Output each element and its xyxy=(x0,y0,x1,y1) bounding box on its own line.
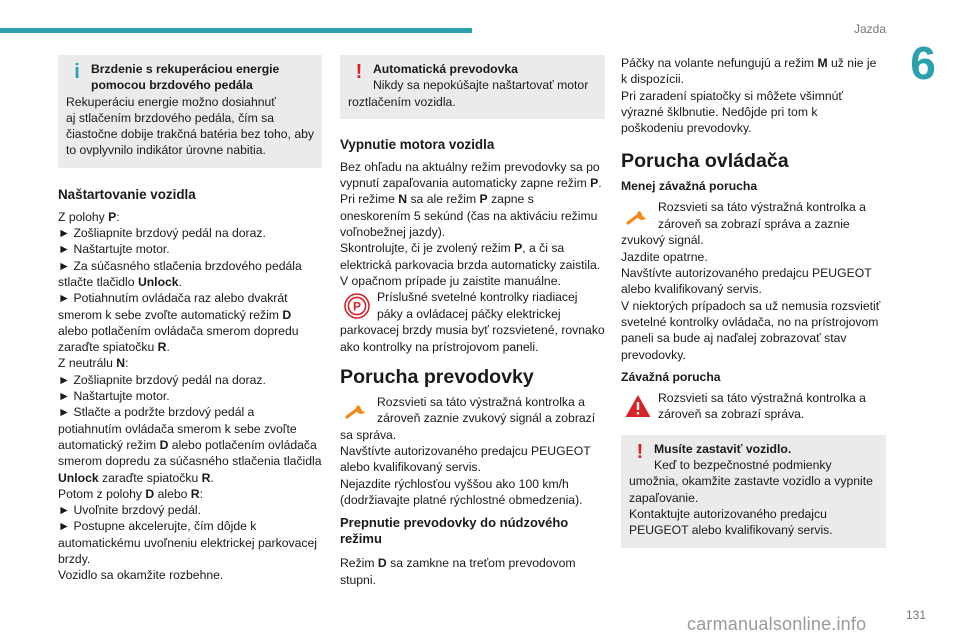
major-fault-row: Rozsvieti sa táto výstražná kontrolka a zároveň sa zobrazí správa. xyxy=(621,390,886,423)
text-line: Skontrolujte, či je zvolený režim P, a či sa xyxy=(340,241,565,256)
gearbox-warning-row: Rozsvieti sa táto výstražná kontrolka a zároveň zaznie zvukový signál a zobrazí xyxy=(340,394,605,427)
warning-box-title: Musíte zastaviť vozidlo. xyxy=(654,441,792,456)
page-number: 131 xyxy=(905,608,926,622)
text-line: ► Zošliapnite brzdový pedál na doraz. xyxy=(58,372,266,387)
text-line: stupni. xyxy=(340,572,376,587)
text-line: ► Potiahnutím ovládača raz alebo dvakrát xyxy=(58,291,288,306)
header-accent-bar xyxy=(0,28,472,33)
text-line: ► Stlačte a podržte brzdový pedál a xyxy=(58,405,255,420)
heading-emergency-mode: Prepnutie prevodovky do núdzového režimu xyxy=(340,515,569,547)
text-line: oneskorením 5 sekúnd (čas na aktiváciu režimu xyxy=(340,208,598,223)
parking-brake-row: P Príslušné svetelné kontrolky riadiacej páky a ovládacej páčky elektrickej xyxy=(340,289,605,322)
text-line: Vozidlo sa okamžite rozbehne. xyxy=(58,568,224,583)
text-line: automatický režim D alebo potlačením ovládača xyxy=(58,437,317,452)
text-line: automatickému uvoľneniu elektrickej parkovacej xyxy=(58,535,317,550)
heading-start-vehicle: Naštartovanie vozidla xyxy=(58,186,196,202)
info-box-text: Rekuperáciu energie možno dosiahnuť aj stlačením brzdového pedála, čím sa čiastočne dobije trakčná batéria bez toho, aby to ovplyvnilo indikátor úrovne nabitia. xyxy=(66,94,314,158)
section-name: Jazda xyxy=(853,22,886,36)
column-2: ! Automatická prevodovka Nikdy sa nepokúšajte naštartovať motor roztlačením vozidla. Vypnutie motora vozidla Bez ohľadu na aktuálny režim prevodovky sa po vypnutí zapaľovania automaticky zapne režim P. Pri režime N sa ale režim P zapne s oneskorením 5 sekúnd (čas na aktiváciu režimu voľnobežnej jazdy). Skontrolujte, či je zvolený režim P, a či sa elektrická parkovacia brzda automaticky zaistila. V opačnom prípade ju zaistite manuálne. P Príslušné svetelné kontrolky riadiacej páky a ovládacej páčky elektrickej parkovacej brzdy musia byť rozsvietené, rovnako ako kontrolky na prístrojovom paneli. Porucha prevodovky Rozsvieti sa táto výstražná kontrolka a zároveň zaznie zvukový signál a zobrazí sa správa. Navštívte autorizovaného predajcu PEUGEOT alebo kvalifikovaný servis. Nejazdite rýchlosťou vyššou ako 100 km/h (dodržiavajte platné rýchlostné obmedzenia). Prepnutie prevodovky do núdzového režimu Režim D sa zamkne na treťom prevodovom stupni. xyxy=(340,55,605,588)
chapter-number: 6 xyxy=(910,37,936,89)
text-line: stlačte tlačidlo Unlock. xyxy=(58,274,182,289)
text-line: smerom k sebe zvoľte automatický režim D xyxy=(58,307,292,322)
text-line: V opačnom prípade ju zaistite manuálne. xyxy=(340,273,561,288)
start-vehicle-text xyxy=(58,209,322,584)
heading-gearbox-fault: Porucha prevodovky xyxy=(340,365,534,388)
heading-switch-off: Vypnutie motora vozidla xyxy=(340,136,495,152)
text-line: Z neutrálu N: xyxy=(58,356,129,371)
text-line: ► Naštartujte motor. xyxy=(58,242,170,257)
text-line: výrazné šklbnutie. Nedôjde pri tom k xyxy=(621,104,818,119)
wrench-icon xyxy=(340,394,373,427)
warning-box-title: Automatická prevodovka xyxy=(373,62,518,76)
heading-minor-fault: Menej závažná porucha xyxy=(621,179,758,194)
watermark: carmanualsonline.info xyxy=(687,614,867,634)
text-line: Pri režime N sa ale režim P zapne s xyxy=(340,192,534,207)
emergency-mode-continued xyxy=(621,55,886,136)
info-box-title-1: Brzdenie s rekuperáciou energie xyxy=(91,62,280,76)
column-1 xyxy=(58,55,322,584)
text-line: smerom dopredu za súčasného stlačenia tlačidla xyxy=(58,454,322,469)
info-box-title-2: pomocou brzdového pedála xyxy=(91,78,253,93)
text-line: Unlock zaraďte spiatočku R. xyxy=(58,470,214,485)
text-line: Bez ohľadu na aktuálny režim prevodovky sa po xyxy=(340,159,600,174)
text-line: brzdy. xyxy=(58,552,91,567)
text-line: Potom z polohy D alebo R: xyxy=(58,486,203,501)
text-line: vypnutí zapaľovania automaticky zapne režim P. xyxy=(340,176,602,191)
warning-box-gearbox: ! Automatická prevodovka Nikdy sa nepokúšajte naštartovať motor roztlačením vozidla. xyxy=(340,55,605,119)
info-box xyxy=(58,55,322,168)
text-line: voľnobežnej jazdy). xyxy=(340,225,446,240)
switch-off-text xyxy=(340,159,605,289)
heading-selector-fault: Porucha ovládača xyxy=(621,150,789,173)
minor-fault-row: Rozsvieti sa táto výstražná kontrolka a zároveň sa zobrazí správa a zaznie xyxy=(621,199,886,232)
info-icon: i xyxy=(74,61,80,83)
text-line: ► Za súčasného stlačenia brzdového pedála xyxy=(58,258,302,273)
text-line: ► Naštartujte motor. xyxy=(58,389,170,404)
parking-brake-icon xyxy=(340,289,373,322)
exclamation-icon: ! xyxy=(355,61,363,83)
text-line: poškodeniu prevodovky. xyxy=(621,121,752,136)
text-line: elektrická parkovacia brzda automaticky zaistila. xyxy=(340,257,601,272)
warning-triangle-icon xyxy=(621,390,654,423)
text-line: Režim D sa zamkne na treťom prevodovom xyxy=(340,556,576,571)
text-line: alebo potlačením ovládača smerom dopredu xyxy=(58,323,299,338)
warning-box-stop: ! Musíte zastaviť vozidlo. Keď to bezpečnostné podmienky umožnia, okamžite zastavte vozidlo a vypnite zapaľovanie. Kontaktujte autorizovaného predajcu PEUGEOT alebo kvalifikovaný servis. xyxy=(621,435,886,548)
text-line: k dispozícii. xyxy=(621,72,684,87)
text-line: potiahnutím ovládača smerom k sebe zvoľte xyxy=(58,421,297,436)
text-line: zaraďte spiatočku R. xyxy=(58,340,170,355)
column-3: Páčky na volante nefungujú a režim M už nie je k dispozícii. Pri zaradení spiatočky si môžete všimnúť výrazné šklbnutie. Nedôjde pri tom k poškodeniu prevodovky. Porucha ovládača Menej závažná porucha Rozsvieti sa táto výstražná kontrolka a zároveň sa zobrazí správa a zaznie zvukový signál. Jazdite opatrne. Navštívte autorizovaného predajcu PEUGEOT alebo kvalifikovaný servis. V niektorých prípadoch sa už nemusia rozsvietiť svetelné kontrolky ovládača, no na prístrojovom paneli sa bude aj naďalej zobrazovať stav prevodovky. Závažná porucha Rozsvieti sa táto výstražná kontrolka a zároveň sa zobrazí správa. ! Musíte zastaviť vozidlo. Keď to bezpečnostné podmienky umožnia, okamžite zastavte vozidlo a vypnite zapaľovanie. Kontaktujte autorizovaného predajcu PEUGEOT alebo kvalifikovaný servis. xyxy=(621,55,886,548)
svg-text:P: P xyxy=(352,299,361,314)
text-line: ► Uvoľnite brzdový pedál. xyxy=(58,503,201,518)
text-line: ► Zošliapnite brzdový pedál na doraz. xyxy=(58,226,266,241)
text-line: Z polohy P: xyxy=(58,209,120,224)
text-line: ► Postupne akcelerujte, čím dôjde k xyxy=(58,519,257,534)
wrench-icon xyxy=(621,199,654,232)
text-line: Páčky na volante nefungujú a režim M už nie je xyxy=(621,56,877,70)
heading-major-fault: Závažná porucha xyxy=(621,369,721,384)
emergency-mode-text xyxy=(340,555,605,588)
text-line: Pri zaradení spiatočky si môžete všimnúť xyxy=(621,88,843,103)
exclamation-icon: ! xyxy=(636,440,644,463)
